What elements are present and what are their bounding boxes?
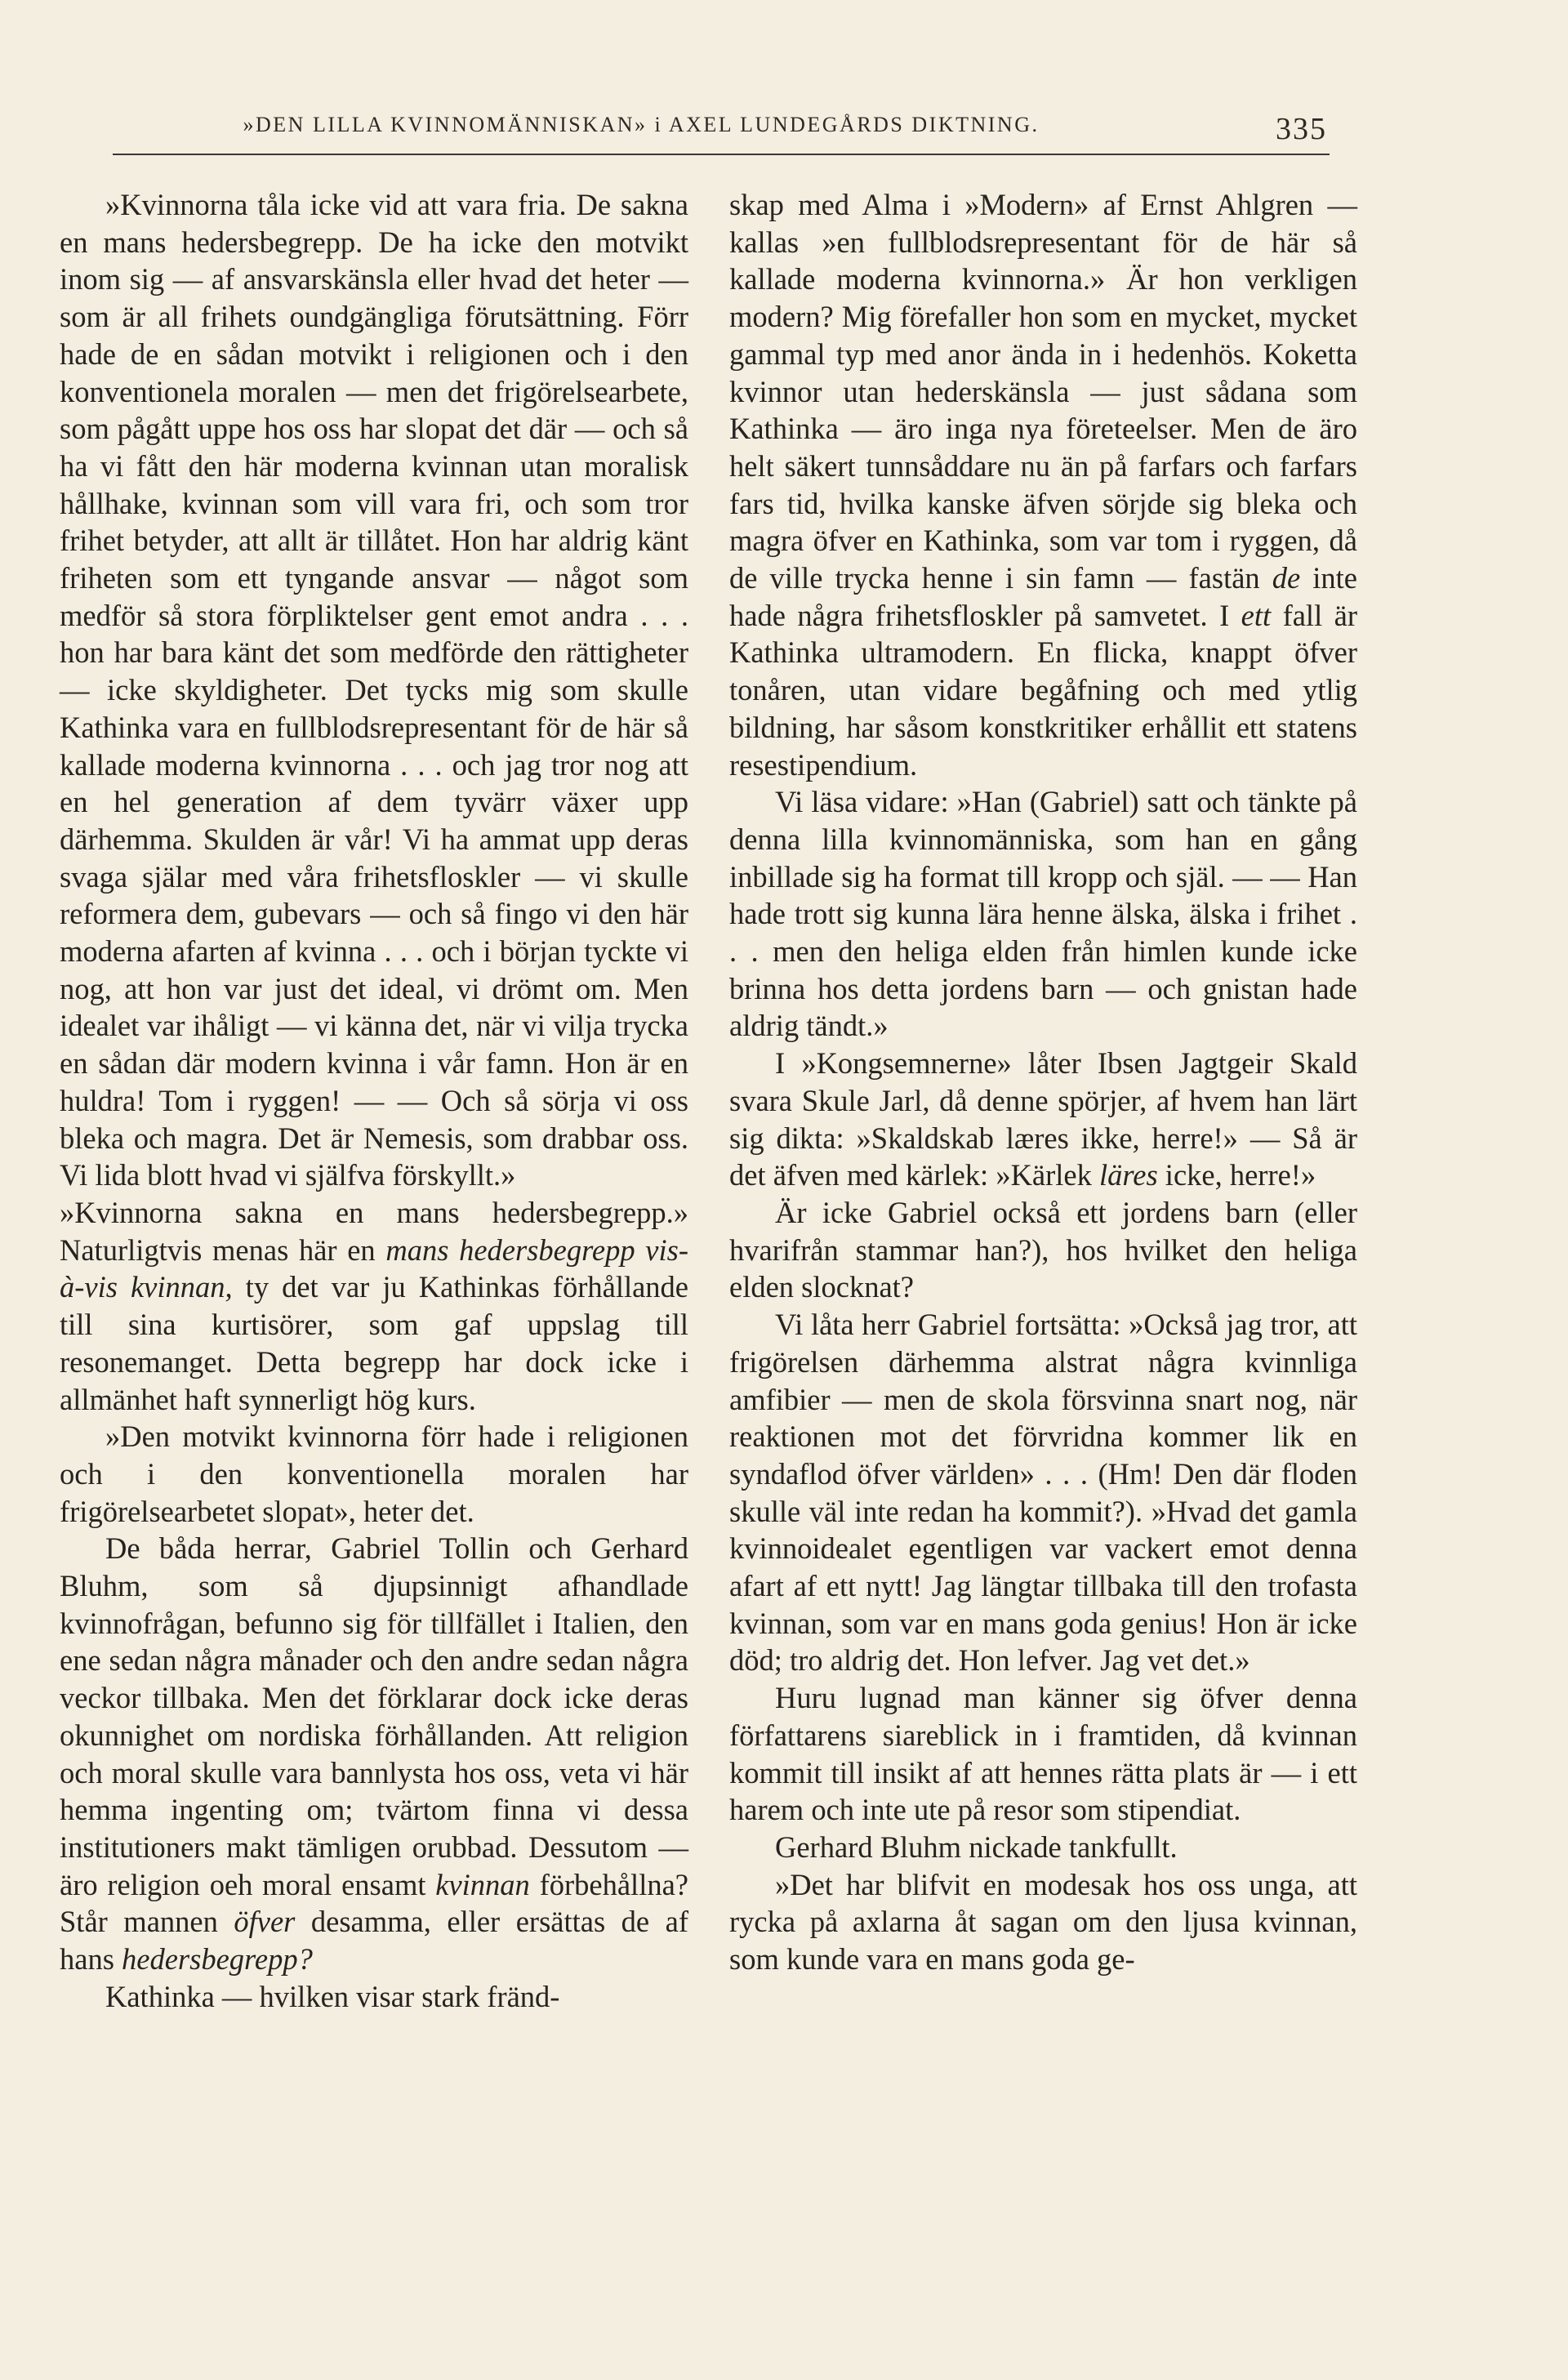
right-column	[729, 186, 1357, 1978]
paragraph: Är icke Gabriel också ett jordens barn (eller hvarifrån stammar han?), hos hvilket den heliga elden slocknat?	[729, 1195, 1357, 1304]
running-header: »DEN LILLA KVINNOMÄNNISKAN» i AXEL LUNDEGÅRDS DIKTNING.	[243, 113, 1040, 136]
paragraph: Gerhard Bluhm nickade tankfullt.	[775, 1830, 1178, 1864]
paragraph: De båda herrar, Gabriel Tollin och Gerhard Bluhm, som så djupsinnigt afhandlade kvinnofrågan, befunno sig för tillfället i Italien, den ene sedan några månader och den andre sedan några veckor tillbaka. Men det förklarar dock icke deras okunnighet om nordiska förhållanden. Att religion och moral skulle vara bannlysta hos oss, veta vi här hemma ingenting om; tvärtom finna vi dessa institutioners makt tämligen orubbad. Dessutom — äro religion oeh moral ensamt kvinnan förbehållna? Står mannen öfver desamma, eller ersättas de af hans hedersbegrepp?	[60, 1531, 688, 1977]
header-rule	[113, 154, 1330, 155]
paragraph: »Det har blifvit en modesak hos oss unga, att rycka på axlarna åt sagan om den ljusa kvinnan, som kunde vara en mans goda ge-	[729, 1867, 1357, 1977]
paragraph: »Kvinnorna sakna en mans hedersbegrepp.» Naturligtvis menas här en mans hedersbegrepp vis-à-vis kvinnan, ty det var ju Kathinkas förhållande till sina kurtisörer, som gaf uppslag till resonemanget. Detta begrepp har dock icke i allmänhet haft synnerligt hög kurs.	[60, 1195, 688, 1416]
paragraph: Kathinka — hvilken visar stark fränd-	[105, 1979, 560, 2013]
paragraph: Vi läsa vidare: »Han (Gabriel) satt och tänkte på denna lilla kvinnomänniska, som han en gång inbillade sig ha format till kropp och själ. — — Han hade trott sig kunna lära henne älska, älska i frihet . . . men den heliga elden från himlen kunde icke brinna hos detta jordens barn — och gnistan hade aldrig tändt.»	[729, 785, 1357, 1043]
paragraph: »Kvinnorna tåla icke vid att vara fria. De sakna en mans hedersbegrepp. De ha icke den motvikt inom sig — af ansvarskänsla eller hvad det heter — som är all frihets oundgängliga förutsättning. Förr hade de en sådan motvikt i religionen och i den konventionela moralen — men det frigörelsearbete, som pågått uppe hos oss har slopat det där — och så ha vi fått den här moderna kvinnan utan moralisk hållhake, kvinnan som vill vara fri, och som tror frihet betyder, att allt är tillåtet. Hon har aldrig känt friheten som ett tyngande ansvar — något som medför så stora förpliktelser gent emot andra . . . hon har bara känt det som medförde den rättigheter — icke skyldigheter. Det tycks mig som skulle Kathinka vara en fullblodsrepresentant för de här så kallade moderna kvinnorna . . . och jag tror nog att en hel generation af dem tyvärr växer upp därhemma. Skulden är vår! Vi ha ammat upp deras svaga själar med våra frihetsfloskler — vi skulle reformera dem, gubevars — och så fingo vi den här moderna afarten af kvinna . . . och i början tyckte vi nog, att hon var just det ideal, vi drömt om. Men idealet var ihåligt — vi känna det, när vi vilja trycka en sådan där modern kvinna i vår famn. Hon är en huldra! Tom i ryggen! — — Och så sörja vi oss bleka och magra. Det är Nemesis, som drabbar oss. Vi lida blott hvad vi själfva förskyllt.»	[60, 188, 688, 1192]
paragraph: Huru lugnad man känner sig öfver denna författarens siareblick in i framtiden, då kvinnan kommit till insikt af att hennes rätta plats är — i ett harem och inte ute på resor som stipendiat.	[729, 1681, 1357, 1827]
paragraph: Vi låta herr Gabriel fortsätta: »Också jag tror, att frigörelsen därhemma alstrat några kvinnliga amfibier — men de skola försvinna snart nog, när reaktionen mot det förvridna kommer lik en syndaflod öfver världen» . . . (Hm! Den där floden skulle väl inte redan ha kommit?). »Hvad det gamla kvinnoidealet egentligen var vackert emot denna afart af ett nytt! Jag längtar tillbaka till den trofasta kvinnan, som var en mans goda genius! Hon är icke död; tro aldrig det. Hon lefver. Jag vet det.»	[729, 1308, 1357, 1678]
paragraph: »Den motvikt kvinnorna förr hade i religionen och i den konventionella moralen har frigörelsearbetet slopat», heter det.	[60, 1420, 688, 1528]
left-column	[60, 186, 688, 2015]
paragraph: I »Kongsemnerne» låter Ibsen Jagtgeir Skald svara Skule Jarl, då denne spörjer, af hvem han lärt sig dikta: »Skaldskab læres ikke, herre!» — Så är det äfven med kärlek: »Kärlek läres icke, herre!»	[729, 1046, 1357, 1192]
page-number: 335	[1276, 112, 1327, 146]
paragraph: skap med Alma i »Modern» af Ernst Ahlgren — kallas »en fullblodsrepresentant för de här så kallade moderna kvinnorna.» Är hon verkligen modern? Mig förefaller hon som en mycket, mycket gammal typ med anor ända in i hedenhös. Koketta kvinnor utan hederskänsla — just sådana som Kathinka — äro inga nya företeelser. Men de äro helt säkert tunnsåddare nu än på farfars och farfars fars tid, hvilka kanske äfven sörjde sig bleka och magra öfver en Kathinka, som var tom i ryggen, då de ville trycka henne i sin famn — fastän de inte hade några frihetsfloskler på samvetet. I ett fall är Kathinka ultramodern. En flicka, knappt öfver tonåren, utan vidare begåfning och med ytlig bildning, har såsom konstkritiker erhållit ett statens resestipendium.	[729, 188, 1357, 782]
